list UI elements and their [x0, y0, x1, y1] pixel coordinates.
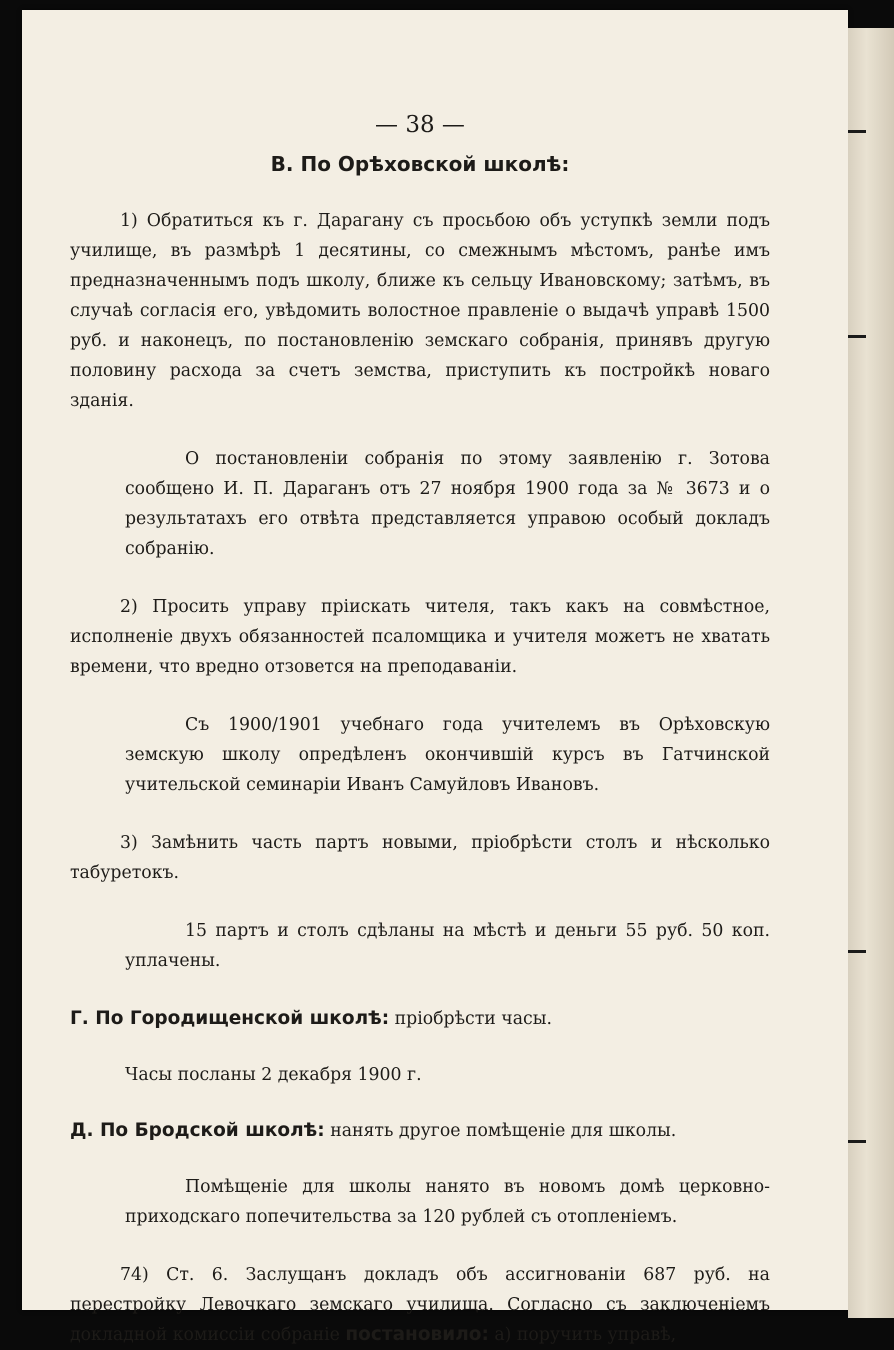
item-1-paragraph: 1) Обратиться къ г. Дарагану съ просьбою объ уступкѣ земли подъ училище, въ размѣрѣ 1 десятины, со смежнымъ мѣстомъ, ранѣе имъ предназначеннымъ подъ школу, ближе къ сельцу Ивановскому; затѣмъ, въ случаѣ согласія его, увѣдомить волостное правленіе о выдачѣ управѣ 1500 руб. и наконецъ, по постановленію земскаго собранія, принявъ другую половину расхода за счетъ земства, приступить къ постройкѣ новаго зданія.	[70, 211, 770, 411]
note-2-paragraph: Съ 1900/1901 учебнаго года учителемъ въ Орѣховскую земскую школу опредѣленъ окончившій курсъ въ Гатчинской учительской семинаріи Иванъ Самуйловъ Ивановъ.	[125, 715, 770, 795]
section-g-line	[70, 1004, 770, 1034]
edge-mark	[848, 1140, 866, 1143]
section-d-text: нанять другое помѣщеніе для школы.	[330, 1121, 677, 1141]
edge-mark	[848, 335, 866, 338]
section-v-heading: В. По Орѣховской школѣ:	[270, 152, 570, 176]
section-g-text: пріобрѣсти часы.	[394, 1009, 552, 1029]
item-74-bold: постановило:	[345, 1324, 489, 1345]
item-2-paragraph: 2) Просить управу пріискать чителя, такъ какъ на совмѣстное, исполненіе двухъ обязанностей псаломщика и учителя можетъ не хватать времени, что вредно отзовется на преподаваніи.	[70, 597, 770, 677]
note-1-paragraph: О постановленіи собранія по этому заявленію г. Зотова сообщено И. П. Дараганъ отъ 27 ноября 1900 года за № 3673 и о результатахъ его отвѣта представляется управою особый докладъ собранію.	[125, 449, 770, 559]
edge-mark	[848, 130, 866, 133]
section-g-note: Часы посланы 2 декабря 1900 г.	[125, 1065, 422, 1085]
page-text	[70, 90, 770, 1350]
item-74-paragraph	[70, 1260, 770, 1350]
section-g-label: Г. По Городищенской школѣ:	[70, 1008, 390, 1029]
item-74-text-end: а) поручить управѣ,	[494, 1325, 677, 1345]
note-3-paragraph: 15 партъ и столъ сдѣланы на мѣстѣ и деньги 55 руб. 50 коп. уплачены.	[125, 921, 770, 971]
item-3-paragraph: 3) Замѣнить часть партъ новыми, пріобрѣсти столъ и нѣсколько табуретокъ.	[70, 833, 770, 883]
section-d-label: Д. По Бродской школѣ:	[70, 1120, 325, 1141]
page-number: — 38 —	[375, 112, 465, 138]
section-d-note: Помѣщеніе для школы нанято въ новомъ домѣ церковно-приходскаго попечительства за 120 рублей съ отопленіемъ.	[125, 1177, 770, 1227]
item-74-text-start: 74) Ст. 6. Заслущанъ докладъ объ ассигнованіи 687 руб. на перестройку Левочкаго земскаго училища. Согласно съ заключеніемъ докладной комиссіи собраніе	[70, 1265, 770, 1345]
section-d-line	[70, 1116, 770, 1146]
next-page-edge	[848, 28, 894, 1318]
edge-mark	[848, 950, 866, 953]
